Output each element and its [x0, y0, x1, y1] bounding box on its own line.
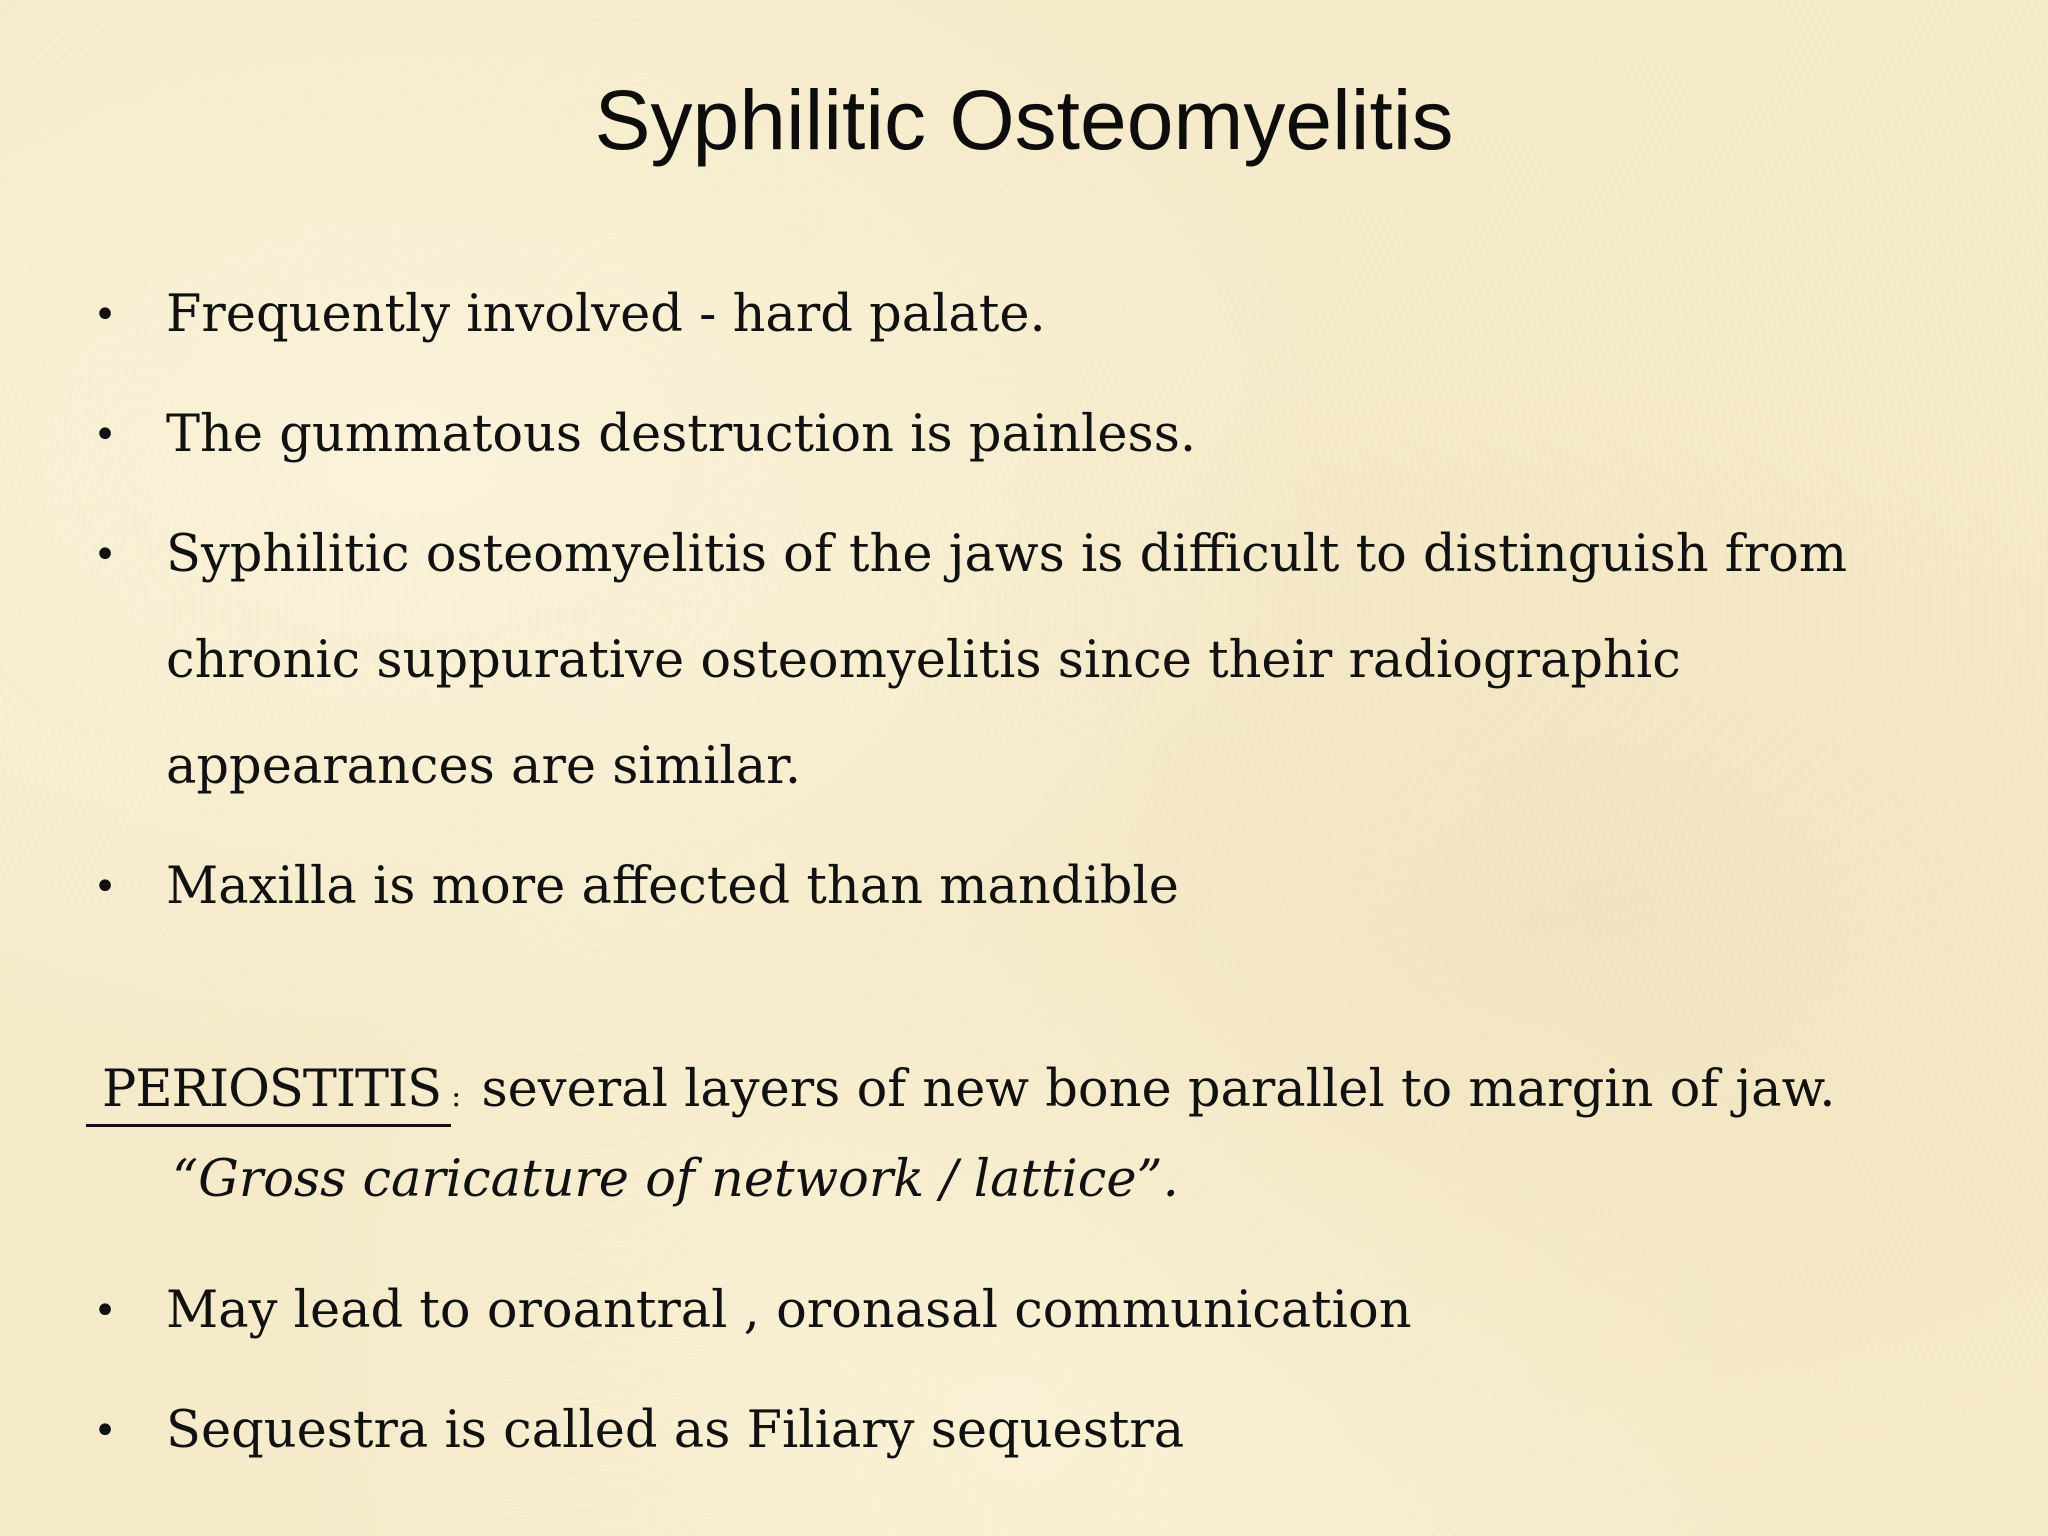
bullet-item — [90, 502, 1970, 820]
bullet-text: May lead to oroantral , oronasal communication — [166, 1281, 1412, 1340]
bullet-list-top — [90, 262, 1970, 940]
periostitis-line — [86, 1056, 1986, 1131]
bullet-item — [90, 1378, 1970, 1484]
bullet-icon: • — [93, 1408, 117, 1454]
bullet-item — [90, 1258, 1970, 1364]
bullet-item — [90, 382, 1970, 488]
bullet-icon: • — [93, 1288, 117, 1334]
bullet-text: Frequently involved - hard palate. — [166, 285, 1046, 344]
periostitis-separator: : — [451, 1079, 462, 1114]
bullet-item — [90, 262, 1970, 368]
bullet-text: The gummatous destruction is painless. — [166, 405, 1197, 464]
periostitis-quote: “Gross caricature of network / lattice”. — [172, 1150, 1179, 1209]
slide-title: Syphilitic Osteomyelitis — [594, 73, 1454, 167]
periostitis-term: PERIOSTITIS — [86, 1056, 451, 1127]
bullet-icon: • — [93, 292, 117, 338]
bullet-icon: • — [93, 532, 117, 578]
bullet-list-bottom — [90, 1258, 1970, 1484]
bullet-item — [90, 834, 1970, 940]
periostitis-definition: several layers of new bone parallel to margin of jaw. — [481, 1060, 1836, 1119]
bullet-icon: • — [93, 864, 117, 910]
bullet-text: Maxilla is more affected than mandible — [166, 857, 1179, 916]
bullet-icon: • — [93, 412, 117, 458]
bullet-text: Sequestra is called as Filiary sequestra — [166, 1401, 1185, 1460]
bullet-text: Syphilitic osteomyelitis of the jaws is difficult to distinguish from chronic suppurative osteomyelitis since their radiographic appearances are similar. — [166, 525, 1848, 796]
